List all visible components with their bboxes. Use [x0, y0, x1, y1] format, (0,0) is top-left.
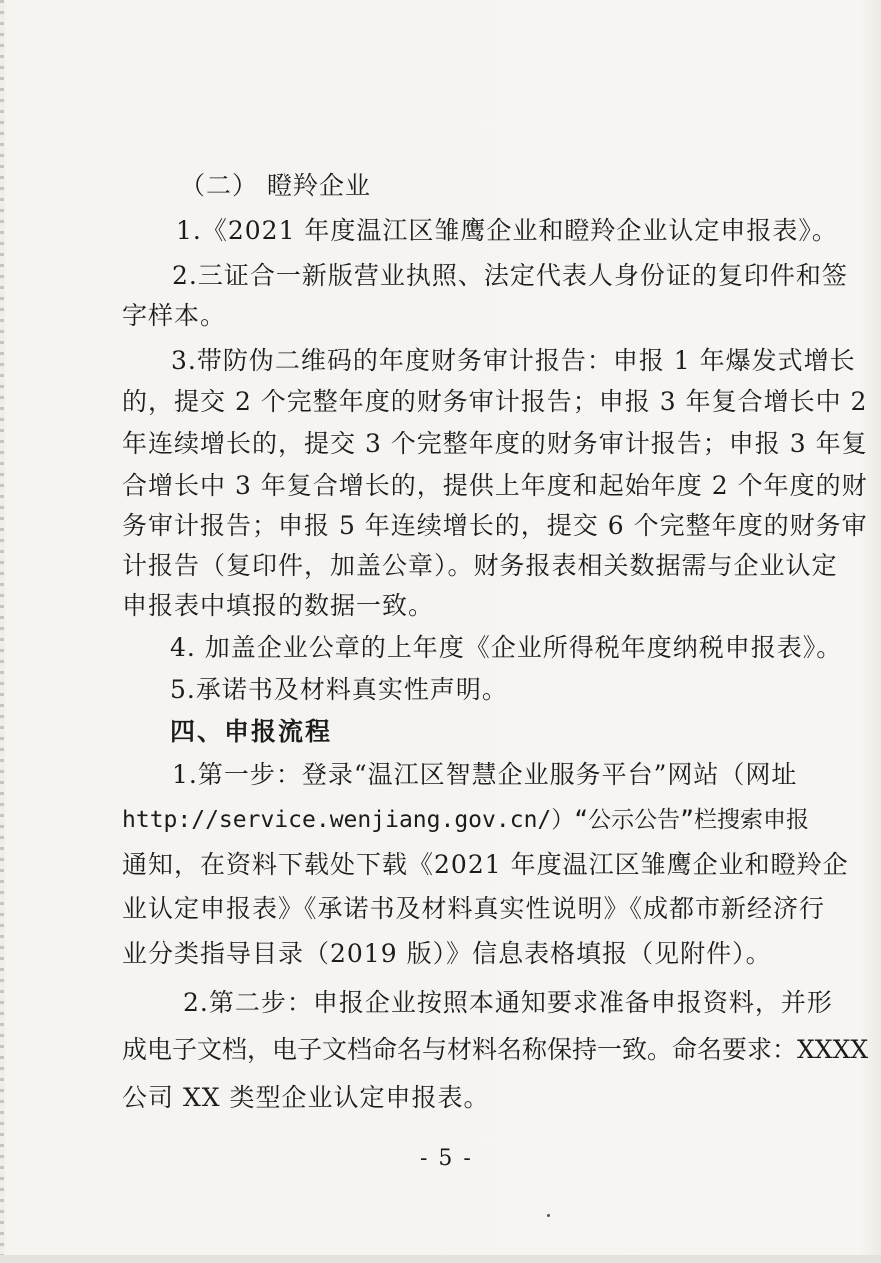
text-line: 的，提交 2 个完整年度的财务审计报告；申报 3 年复合增长中 2: [122, 387, 868, 416]
text-line: 业认定申报表》《承诺书及材料真实性说明》《成都市新经济行: [122, 894, 826, 923]
scan-edge: [0, 0, 4, 1263]
website-url-line: http://service.wenjiang.gov.cn/）“公示公告”栏搜索申报: [122, 807, 809, 833]
text-line: 年连续增长的，提交 3 个完整年度的财务审计报告；申报 3 年复: [122, 429, 868, 458]
text-line: 申报表中填报的数据一致。: [122, 591, 435, 620]
text-line: 2.三证合一新版营业执照、法定代表人身份证的复印件和签: [172, 261, 848, 290]
text-line: 1.第一步：登录“温江区智慧企业服务平台”网站（网址: [172, 760, 798, 789]
text-line: 成电子文档，电子文档命名与材料名称保持一致。命名要求：XXXX: [122, 1035, 869, 1064]
page-number: - 5 -: [420, 1146, 473, 1171]
text-line: 公司 XX 类型企业认定申报表。: [122, 1083, 490, 1112]
text-line: 2.第二步：申报企业按照本通知要求准备申报资料，并形: [183, 988, 833, 1017]
text-line: 务审计报告；申报 5 年连续增长的，提交 6 个完整年度的财务审: [122, 511, 868, 540]
scan-bottom-edge: [0, 1255, 881, 1263]
text-line: 1.《2021 年度温江区雏鹰企业和瞪羚企业认定申报表》。: [176, 216, 838, 245]
text-line: 字样本。: [122, 301, 227, 330]
text-line: 4. 加盖企业公章的上年度《企业所得税年度纳税申报表》。: [170, 633, 843, 662]
section-heading-process: 四、申报流程: [170, 717, 333, 746]
text-line: 5.承诺书及材料真实性声明。: [170, 675, 508, 704]
scan-speck: [547, 1214, 550, 1217]
text-line: 业分类指导目录（2019 版）》信息表格填报（见附件）。: [122, 939, 772, 968]
section-heading-gazelle: （二） 瞪羚企业: [180, 171, 371, 200]
text-line: 通知，在资料下载处下载《2021 年度温江区雏鹰企业和瞪羚企: [122, 850, 849, 879]
text-line: 合增长中 3 年复合增长的，提供上年度和起始年度 2 个年度的财: [122, 471, 868, 500]
text-line: 3.带防伪二维码的年度财务审计报告：申报 1 年爆发式增长: [171, 346, 856, 375]
text-line: 计报告（复印件，加盖公章）。财务报表相关数据需与企业认定: [122, 551, 838, 580]
